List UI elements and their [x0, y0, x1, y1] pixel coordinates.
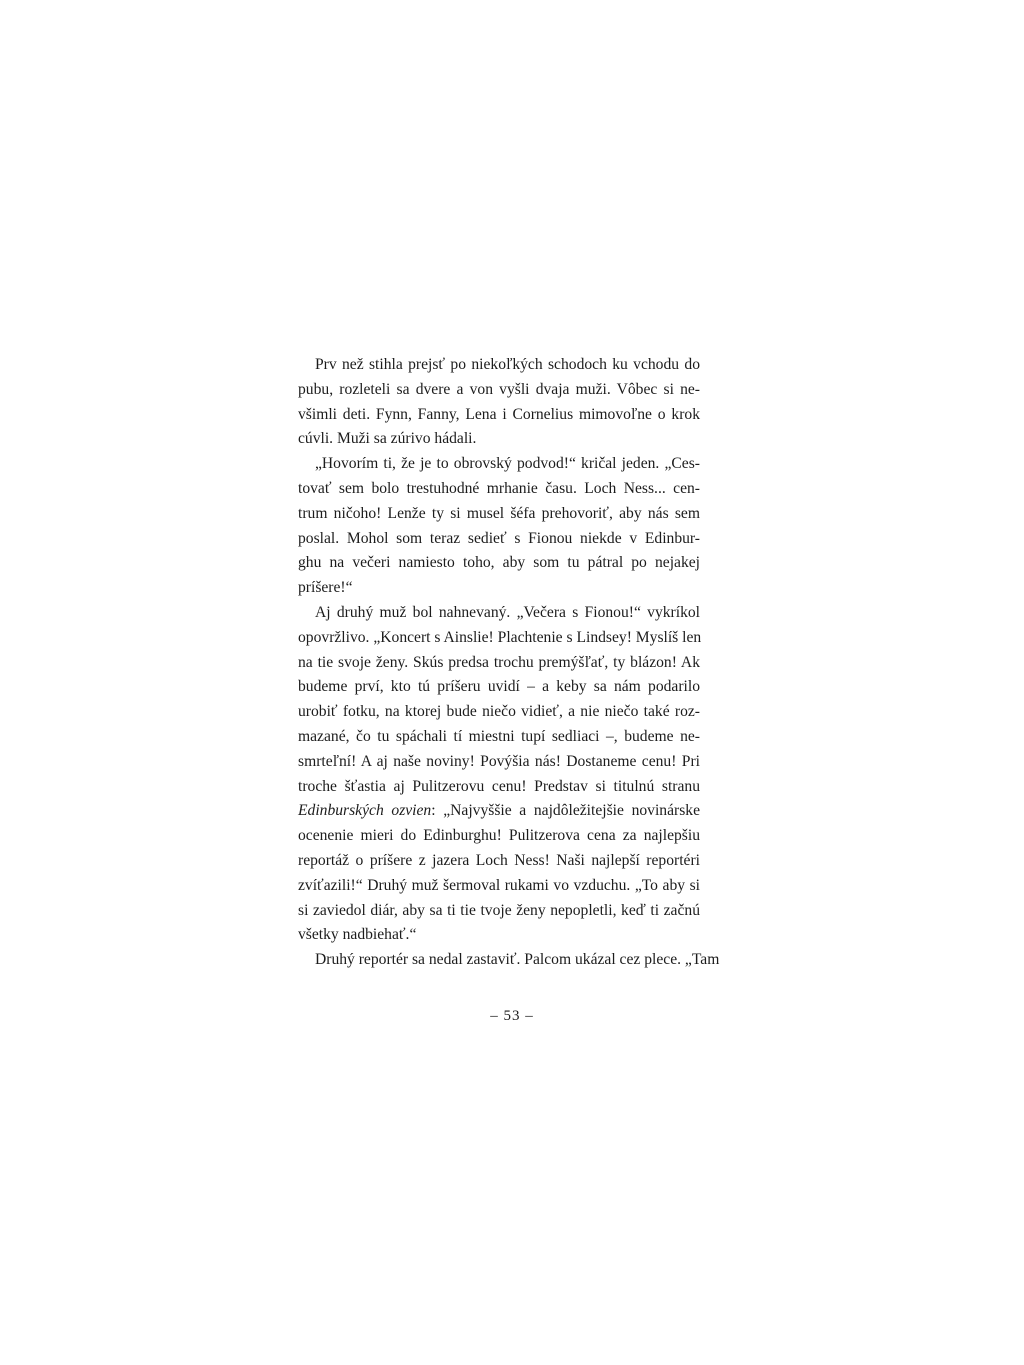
text-line: zvíťazili!“ Druhý muž šermoval rukami vo vzduchu. „To aby si: [298, 876, 700, 894]
text-line-rest: : „Najvyššie a najdôležitejšie novinárske: [431, 802, 700, 820]
text-line: urobiť fotku, na ktorej bude niečo vidieť, a nie niečo také roz-: [298, 703, 700, 721]
text-line: tovať sem bolo trestuhodné mrhanie času. Loch Ness... cen-: [298, 479, 700, 497]
text-line: príšere!“: [298, 579, 353, 597]
text-line: Druhý reportér sa nedal zastaviť. Palcom ukázal cez plece. „Tam: [315, 951, 720, 969]
body-text: [298, 353, 720, 973]
text-line: troche šťastia aj Pulitzerovu cenu! Predstav si titulnú stranu: [298, 777, 700, 795]
text-line: Prv než stihla prejsť po niekoľkých schodoch ku vchodu do: [315, 356, 700, 373]
text-line: reportáž o príšere z jazera Loch Ness! Naši najlepší reportéri: [298, 851, 700, 869]
text-line: si zaviedol diár, aby sa ti tie tvoje ženy nepopletli, keď ti začnú: [298, 901, 700, 919]
text-line: všetky nadbiehať.“: [298, 926, 417, 944]
text-line: ocenenie mieri do Edinburghu! Pulitzerova cena za najlepšiu: [298, 827, 700, 845]
italic-title: Edinburských ozvien: [298, 802, 432, 820]
text-line: na tie svoje ženy. Skús predsa trochu premýšľať, ty blázon! Ak: [298, 653, 700, 671]
text-line: trum ničoho! Lenže ty si musel šéfa prehovoriť, aby nás sem: [298, 504, 700, 522]
text-line: Aj druhý muž bol nahnevaný. „Večera s Fionou!“ vykríkol: [315, 603, 700, 621]
text-line: „Hovorím ti, že je to obrovský podvod!“ kričal jeden. „Ces-: [315, 455, 700, 473]
text-line: ghu na večeri namiesto toho, aby som tu pátral po nejakej: [298, 554, 700, 572]
text-line: cúvli. Muži sa zúrivo hádali.: [298, 430, 477, 448]
page-number: – 53 –: [490, 1008, 534, 1024]
text-line: mazané, čo tu spáchali tí miestni tupí sedliaci –, budeme ne-: [298, 727, 700, 745]
text-line: poslal. Mohol som teraz sedieť s Fionou niekde v Edinbur-: [298, 529, 700, 547]
text-line: opovržlivo. „Koncert s Ainslie! Plachtenie s Lindsey! Myslíš len: [298, 628, 702, 646]
text-line: budeme prví, kto tú príšeru uvidí – a keby sa nám podarilo: [298, 678, 700, 696]
text-line: pubu, rozleteli sa dvere a von vyšli dvaja muži. Vôbec si ne-: [298, 380, 700, 398]
text-line: všimli deti. Fynn, Fanny, Lena i Cornelius mimovoľne o krok: [298, 405, 700, 423]
text-line: smrteľní! A aj naše noviny! Povýšia nás! Dostaneme cenu! Pri: [298, 752, 700, 770]
text-line: [298, 799, 700, 824]
